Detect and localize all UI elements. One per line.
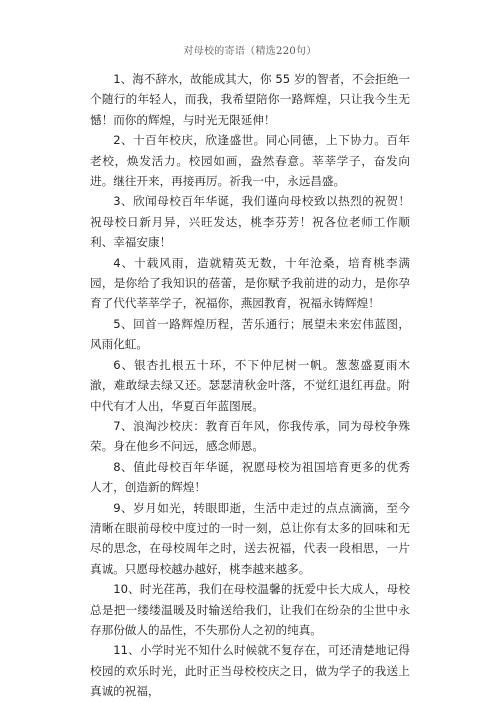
- paragraph-3: 3、欣闻母校百年华诞，我们谨向母校致以热烈的祝贺！祝母校日新月异，兴旺发达，桃李芬芳！祝各位老师工作顺利、幸福安康！: [90, 194, 410, 250]
- paragraph-8: 8、值此母校百年华诞，祝愿母校为祖国培育更多的优秀人才，创造新的辉煌！: [90, 459, 410, 495]
- paragraph-7: 7、浪淘沙校庆：教育百年风，你我传承，同为母校争殊荣。身在他乡不问远，感念师恩。: [90, 418, 410, 454]
- document-title: 对母校的寄语（精选220句）: [183, 46, 317, 57]
- paragraph-9: 9、岁月如光，转眼即逝，生活中走过的点点滴滴，至今清晰在眼前母校中度过的一时一刻，总让你有太多的回味和无尽的思念，在母校周年之时，送去祝福，代表一段相思，一片真诚。只愿母校越办越好，桃李越来越多。: [90, 500, 410, 576]
- paragraph-5: 5、回首一路辉煌历程，苦乐通行；展望未来宏伟蓝图，风雨化虹。: [90, 316, 410, 352]
- paragraph-1: 1、海不辞水，故能成其大，你 55 岁的智者，不会拒绝一个随行的年轻人，而我，我希望陪你一路辉煌，只让我今生无憾！而你的辉煌，与时光无限延伸！: [90, 72, 410, 127]
- paragraph-2: 2、十百年校庆，欣逢盛世。同心同德，上下协力。百年老校，焕发活力。校园如画，盎然春意。莘莘学子，奋发向进。继往开来，再接再厉。祈我一中，永远昌盛。: [90, 133, 410, 189]
- paragraph-10: 10、时光荏苒，我们在母校温馨的抚爱中长大成人，母校总是把一缕缕温暖及时输送给我们，让我们在纷杂的尘世中永存那份做人的品性，不失那份人之初的纯真。: [90, 582, 410, 637]
- paragraph-6: 6、银杏扎根五十环，不下仲尼树一帆。葱葱盛夏雨木澈，难敢绿去绿又还。瑟瑟清秋金叶落，不觉红退红再盘。附中代有才人出，华夏百年蓝图展。: [90, 357, 410, 413]
- paragraph-11: 11、小学时光不知什么时候就不复存在，可还清楚地记得校园的欢乐时光，此时正当母校校庆之日，做为学子的我送上真诚的祝福，: [90, 643, 410, 699]
- paragraph-4: 4、十载风雨，造就精英无数，十年沧桑，培育桃李满园，是你给了我知识的蓓蕾，是你赋予我前进的动力，是你孕育了代代莘莘学子，祝福你，燕园教育，祝福永铸辉煌！: [90, 255, 410, 311]
